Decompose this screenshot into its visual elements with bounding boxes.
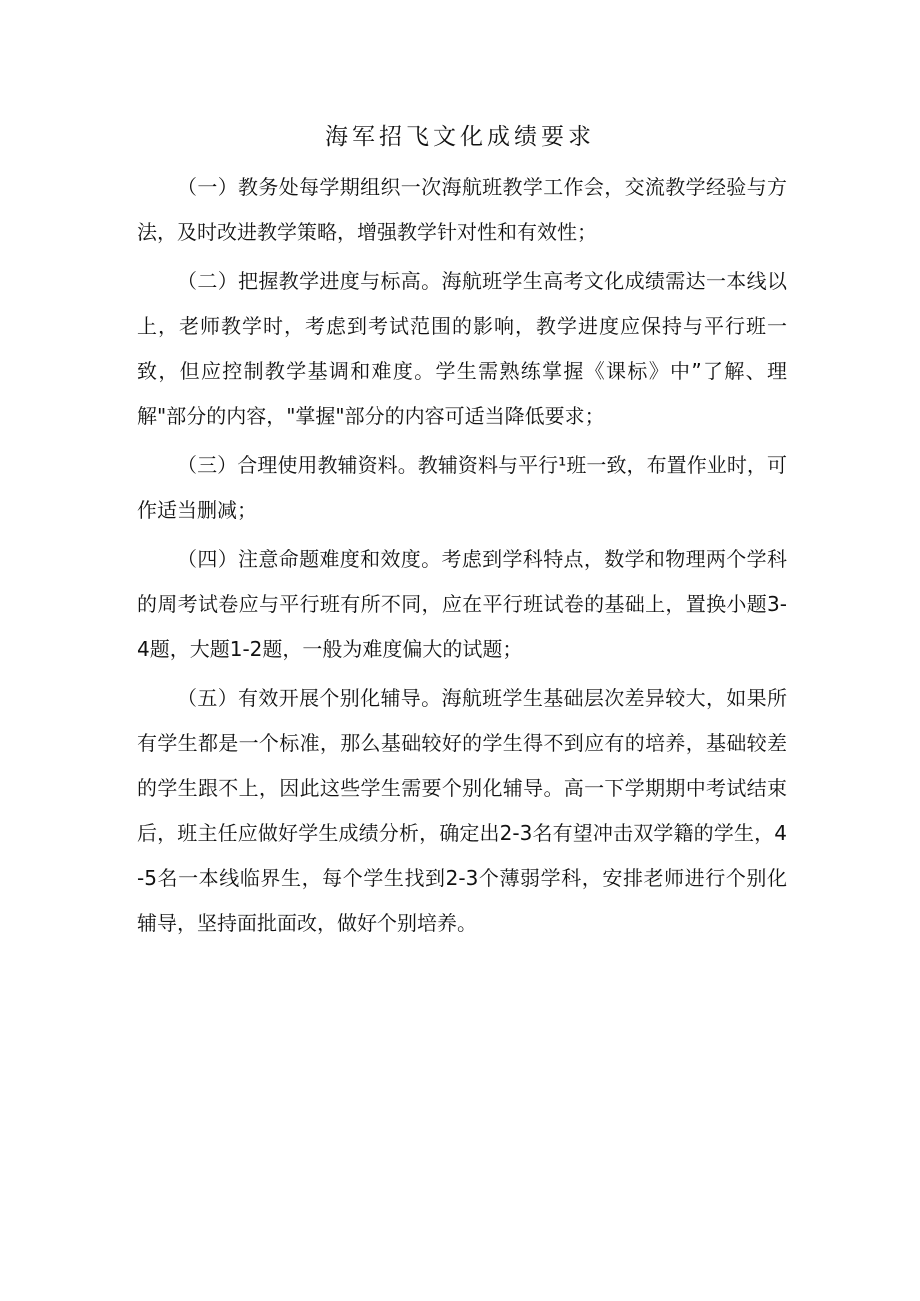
- paragraph-2: （二）把握教学进度与标高。海航班学生高考文化成绩需达一本线以上，老师教学时，考虑到考试范围的影响，教学进度应保持与平行班一致，但应控制教学基调和难度。学生需熟练掌握《课标》中”了解、理解"部分的内容，"掌握"部分的内容可适当降低要求；: [137, 269, 787, 428]
- paragraph-5: （五）有效开展个别化辅导。海航班学生基础层次差异较大，如果所有学生都是一个标准，那么基础较好的学生得不到应有的培养，基础较差的学生跟不上，因此这些学生需要个别化辅导。高一下学期期中考试结束后，班主任应做好学生成绩分析，确定出2-3名有望冲击双学籍的学生，4-5名一本线临界生，每个学生找到2-3个薄弱学科，安排老师进行个别化辅导，坚持面批面改，做好个别培养。: [137, 686, 787, 935]
- document-title: 海军招飞文化成绩要求: [325, 124, 595, 150]
- paragraph-4: （四）注意命题难度和效度。考虑到学科特点，数学和物理两个学科的周考试卷应与平行班有所不同，应在平行班试卷的基础上，置换小题3-4题，大题1-2题，一般为难度偏大的试题；: [137, 547, 787, 661]
- paragraph-3: （三）合理使用教辅资料。教辅资料与平行¹班一致，布置作业时，可作适当删减；: [137, 453, 787, 522]
- paragraph-1: （一）教务处每学期组织一次海航班教学工作会，交流教学经验与方法，及时改进教学策略，增强教学针对性和有效性；: [137, 175, 787, 244]
- document-body: [137, 165, 787, 950]
